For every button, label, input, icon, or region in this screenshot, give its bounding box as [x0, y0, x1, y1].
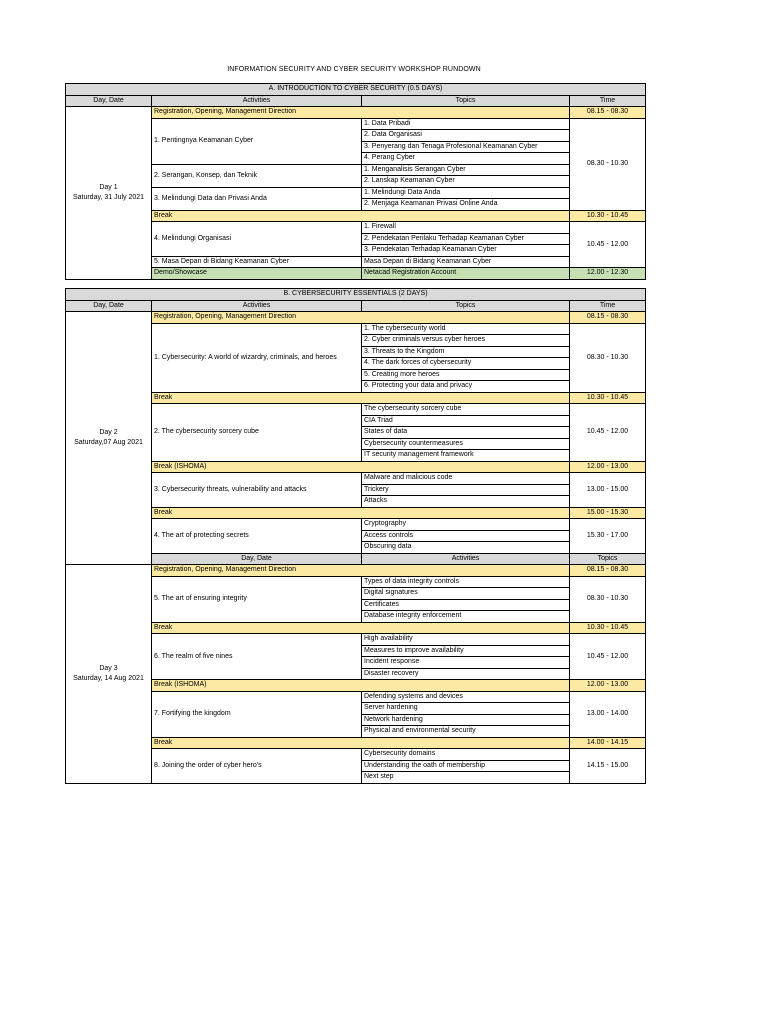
activity-cell: 5. The art of ensuring integrity — [152, 576, 362, 622]
time-cell: 15.30 - 17.00 — [570, 519, 646, 554]
break-row: Break — [152, 392, 570, 404]
topic-cell: 2. Menjaga Keamanan Privasi Online Anda — [362, 199, 570, 211]
topic-cell: Network hardening — [362, 714, 570, 726]
topic-cell: Cryptography — [362, 519, 570, 531]
time-cell: 13.00 - 15.00 — [570, 473, 646, 508]
break-row: Break (ISHOMA) — [152, 461, 570, 473]
topic-cell: Certificates — [362, 599, 570, 611]
header-time: Time — [570, 95, 646, 107]
topic-cell: 2. Pendekatan Perilaku Terhadap Keamanan Cyber — [362, 233, 570, 245]
time-cell: 14.15 - 15.00 — [570, 749, 646, 784]
header-activities: Activities — [152, 300, 362, 312]
topic-cell: Physical and environmental security — [362, 726, 570, 738]
topic-cell: Disaster recovery — [362, 668, 570, 680]
topic-cell: 3. Threats to the Kingdom — [362, 346, 570, 358]
topic-cell: 2. Cyber criminals versus cyber heroes — [362, 335, 570, 347]
time-cell: 10.30 - 10.45 — [570, 392, 646, 404]
topic-cell: Malware and malicious code — [362, 473, 570, 485]
section-a-title: A. INTRODUCTION TO CYBER SECURITY (0.5 DAYS) — [66, 84, 646, 96]
topic-cell: 3. Pendekatan Terhadap Keamanan Cyber — [362, 245, 570, 257]
header-topics: Topics — [362, 95, 570, 107]
activity-cell: 1. Pentingnya Keamanan Cyber — [152, 118, 362, 164]
header-activities: Activities — [362, 553, 570, 565]
topic-cell: CIA Triad — [362, 415, 570, 427]
topic-cell: Digital signatures — [362, 588, 570, 600]
topic-cell: High availability — [362, 634, 570, 646]
time-cell: 08.15 - 08.30 — [570, 107, 646, 119]
topic-cell: IT security management framework — [362, 450, 570, 462]
topic-cell: States of data — [362, 427, 570, 439]
time-cell: 08.30 - 10.30 — [570, 118, 646, 210]
activity-cell: 1. Cybersecurity: A world of wizardry, criminals, and heroes — [152, 323, 362, 392]
topic-cell: 1. Melindungi Data Anda — [362, 187, 570, 199]
break-row: Break (ISHOMA) — [152, 680, 570, 692]
topic-cell: Incident response — [362, 657, 570, 669]
topic-cell: The cybersecurity sorcery cube — [362, 404, 570, 416]
topic-cell: Attacks — [362, 496, 570, 508]
activity-cell: 2. Serangan, Konsep, dan Teknik — [152, 164, 362, 187]
header-day: Day, Date — [66, 95, 152, 107]
day-date: Saturday, 31 July 2021 — [72, 193, 145, 201]
section-b-title: B. CYBERSECURITY ESSENTIALS (2 DAYS) — [66, 289, 646, 301]
registration-row: Registration, Opening, Management Direction — [152, 107, 570, 119]
topic-cell: 1. Menganalisis Serangan Cyber — [362, 164, 570, 176]
topic-cell: Measures to improve availability — [362, 645, 570, 657]
day-label: Day 2 — [99, 429, 118, 436]
topic-cell: Access controls — [362, 530, 570, 542]
time-cell: 10.45 - 12.00 — [570, 404, 646, 462]
topic-cell: Defending systems and devices — [362, 691, 570, 703]
day-1-cell — [66, 107, 152, 280]
topic-cell: Understanding the oath of membership — [362, 760, 570, 772]
topic-cell: Trickery — [362, 484, 570, 496]
topic-cell: 2. Data Organisasi — [362, 130, 570, 142]
demo-row: Demo/Showcase — [152, 268, 362, 280]
demo-topic: Netacad Registration Account — [362, 268, 570, 280]
topic-cell: Server hardening — [362, 703, 570, 715]
break-row: Break — [152, 622, 570, 634]
time-cell: 10.30 - 10.45 — [570, 622, 646, 634]
topic-cell: Database integrity enforcement — [362, 611, 570, 623]
time-cell: 14.00 - 14.15 — [570, 737, 646, 749]
time-cell: 08.30 - 10.30 — [570, 576, 646, 622]
header-activities: Activities — [152, 95, 362, 107]
time-cell: 12.00 - 13.00 — [570, 461, 646, 473]
activity-cell: 8. Joining the order of cyber hero's — [152, 749, 362, 784]
time-cell: 08.15 - 08.30 — [570, 312, 646, 324]
header-time: Time — [570, 300, 646, 312]
registration-row: Registration, Opening, Management Direction — [152, 565, 570, 577]
header-topics: Topics — [570, 553, 646, 565]
header-day: Day, Date — [66, 300, 152, 312]
time-cell: 10.45 - 12.00 — [570, 222, 646, 268]
topic-cell: 4. The dark forces of cybersecurity — [362, 358, 570, 370]
section-b-table — [65, 288, 646, 784]
day-label: Day 1 — [99, 183, 118, 191]
activity-cell: 7. Fortifying the kingdom — [152, 691, 362, 737]
activity-cell: 2. The cybersecurity sorcery cube — [152, 404, 362, 462]
section-a-table — [65, 83, 646, 280]
day-date: Saturday, 14 Aug 2021 — [73, 674, 144, 682]
break-row: Break — [152, 507, 570, 519]
activity-cell: 3. Cybersecurity threats, vulnerability and attacks — [152, 473, 362, 508]
day-3-cell — [66, 565, 152, 784]
topic-cell: 3. Penyerang dan Tenaga Profesional Keamanan Cyber — [362, 141, 570, 153]
break-row: Break — [152, 737, 570, 749]
topic-cell: 1. Firewall — [362, 222, 570, 234]
registration-row: Registration, Opening, Management Direction — [152, 312, 570, 324]
topic-cell: Types of data integrity controls — [362, 576, 570, 588]
time-cell: 10.30 - 10.45 — [570, 210, 646, 222]
activity-cell: 4. The art of protecting secrets — [152, 519, 362, 554]
topic-cell: 2. Lanskap Keamanan Cyber — [362, 176, 570, 188]
time-cell: 13.00 - 14.00 — [570, 691, 646, 737]
time-cell: 15.00 - 15.30 — [570, 507, 646, 519]
topic-cell: 4. Perang Cyber — [362, 153, 570, 165]
activity-cell: 3. Melindungi Data dan Privasi Anda — [152, 187, 362, 210]
topic-cell: 6. Protecting your data and privacy — [362, 381, 570, 393]
time-cell: 10.45 - 12.00 — [570, 634, 646, 680]
document-title: INFORMATION SECURITY AND CYBER SECURITY WORKSHOP RUNDOWN — [227, 66, 481, 73]
day-date: Saturday,07 Aug 2021 — [74, 439, 143, 446]
day-label: Day 3 — [99, 664, 118, 672]
break-row: Break — [152, 210, 570, 222]
topic-cell: Masa Depan di Bidang Keamanan Cyber — [362, 256, 570, 268]
activity-cell: 6. The realm of five nines — [152, 634, 362, 680]
activity-cell: 5. Masa Depan di Bidang Keamanan Cyber — [152, 256, 362, 268]
time-cell: 12.00 - 13.00 — [570, 680, 646, 692]
header-topics: Topics — [362, 300, 570, 312]
topic-cell: Cybersecurity countermeasures — [362, 438, 570, 450]
topic-cell: 1. Data Pribadi — [362, 118, 570, 130]
time-cell: 08.15 - 08.30 — [570, 565, 646, 577]
topic-cell: Next step — [362, 772, 570, 784]
day-2-cell — [66, 312, 152, 565]
header-day: Day, Date — [152, 553, 362, 565]
topic-cell: Cybersecurity domains — [362, 749, 570, 761]
topic-cell: Obscuring data — [362, 542, 570, 554]
topic-cell: 5. Creating more heroes — [362, 369, 570, 381]
activity-cell: 4. Melindungi Organisasi — [152, 222, 362, 257]
time-cell: 08.30 - 10.30 — [570, 323, 646, 392]
topic-cell: 1. The cybersecurity world — [362, 323, 570, 335]
time-cell: 12.00 - 12.30 — [570, 268, 646, 280]
